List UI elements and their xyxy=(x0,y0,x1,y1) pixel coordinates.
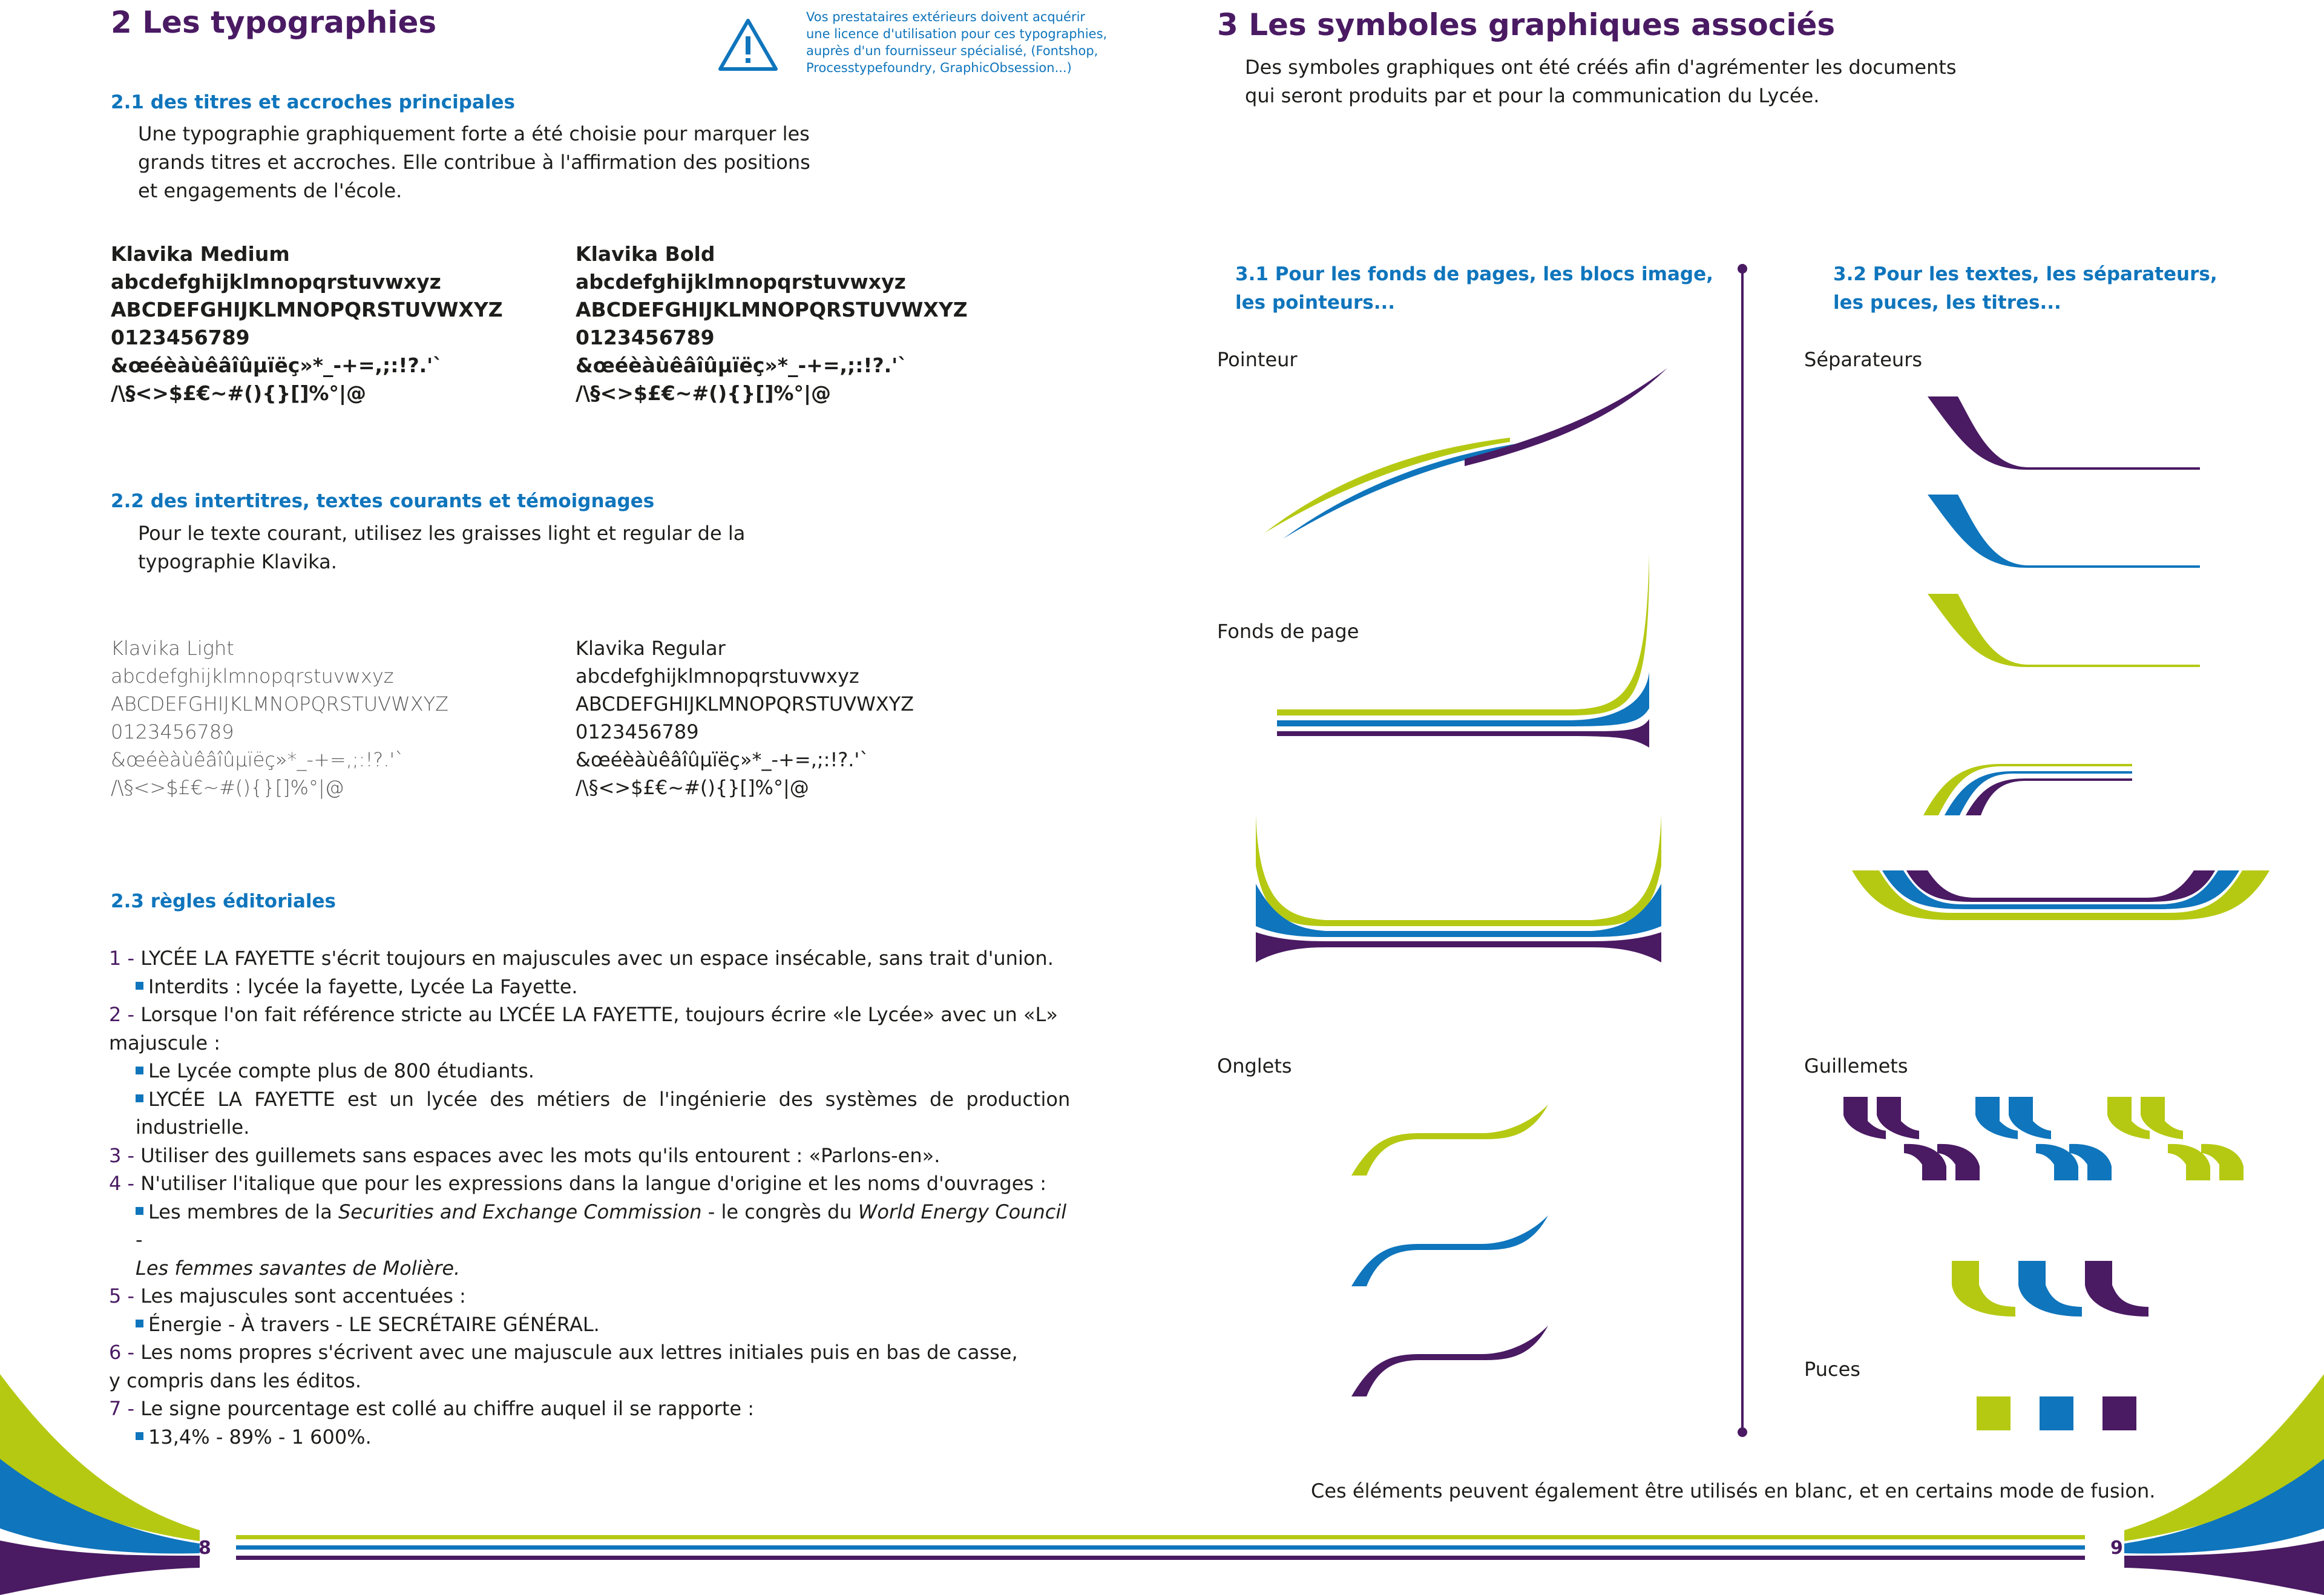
page-number-left: 8 xyxy=(199,1537,211,1559)
label-pointeur: Pointeur xyxy=(1217,348,1298,371)
heading-2-3: 2.3 règles éditoriales xyxy=(111,890,336,912)
rule-3: 3 - Utiliser des guillemets sans espaces avec les mots qu'ils entourent : «Parlons-en». xyxy=(109,1143,940,1167)
page-title-typographies: 2 Les typographies xyxy=(111,5,437,40)
rule-1: 1 - LYCÉE LA FAYETTE s'écrit toujours en majuscules avec un espace insécable, sans trait d'union. xyxy=(109,947,1054,970)
warning-triangle-icon xyxy=(718,18,778,73)
guillemets-blue xyxy=(1975,1097,2115,1182)
rule-5: 5 - Les majuscules sont accentuées : xyxy=(109,1284,466,1307)
page-title-symboles: 3 Les symboles graphiques associés xyxy=(1217,7,1836,42)
editorial-rules-list: 1 - LYCÉE LA FAYETTE s'écrit toujours en majuscules avec un espace insécable, sans trait d'union. Interdits : lycée la fayette, Lycée La Fayette. 2 - Lorsque l'on fait référence stricte au LYCÉE LA FAYETTE, toujours écrire «le Lycée» avec un «L» majuscule : Le Lycée compte plus de 800 étudiants. LYCÉE LA FAYETTE est un lycée des métiers de l'ingénierie des systèmes de production industrielle. 3 - Utiliser des guillemets sans espaces avec les mots qu'ils entourent : «Parlons-en». 4 - N'utiliser l'italique que pour les expressions dans la langue d'origine et les noms d'ouvrages : Les membres de la Securities and Exchange Commission - le congrès du World Energy Council - Les femmes savantes de Molière. 5 - Les majuscules sont accentuées : Énergie - À travers - LE SECRÉTAIRE GÉNÉRAL. 6 - Les noms propres s'écrivent avec une majuscule aux lettres initiales puis en bas de casse, y compris dans les éditos. 7 - Le signe pourcentage est collé au chiffre auquel il se rapporte : 13,4% - 89% - 1 600%. xyxy=(109,944,1077,1451)
heading-3-1: 3.1 Pour les fonds de pages, les blocs image, les pointeurs... xyxy=(1235,263,1713,314)
page-number-right: 9 xyxy=(2110,1537,2123,1559)
separateur-purple xyxy=(1925,393,2203,472)
label-guillemets: Guillemets xyxy=(1804,1054,1908,1077)
rule-2: 2 - Lorsque l'on fait référence stricte au LYCÉE LA FAYETTE, toujours écrire «le Lycée» avec un «L» xyxy=(109,1003,1058,1026)
puces-squares xyxy=(1977,1396,2146,1433)
paragraph-2-2: Pour le texte courant, utilisez les graisses light et regular de la typographie Klavika. xyxy=(138,522,746,573)
separateur-triple xyxy=(1923,758,2147,818)
label-separateurs: Séparateurs xyxy=(1804,348,1923,371)
separateur-blue xyxy=(1925,492,2203,570)
vertical-divider xyxy=(1736,263,1748,1437)
heading-3-2: 3.2 Pour les textes, les séparateurs, les puces, les titres... xyxy=(1833,263,2217,314)
onglet-green xyxy=(1348,1102,1554,1180)
guillemets-green xyxy=(2107,1097,2247,1182)
font-sample-klavika-medium: Klavika Medium abcdefghijklmnopqrstuvwxyz ABCDEFGHIJKLMNOPQRSTUVWXYZ 0123456789 &œéèàùêâîûµïëç»*_-+=,;:!?.'` /\§<>$£€~#(){}[]%°|@ xyxy=(111,242,503,405)
fonds-de-page-graphic-2 xyxy=(1253,811,1664,975)
label-puces: Puces xyxy=(1804,1358,1860,1381)
rule-7: 7 - Le signe pourcentage est collé au chiffre auquel il se rapporte : xyxy=(109,1397,755,1420)
label-fonds-de-page: Fonds de page xyxy=(1217,620,1359,643)
rule-4: 4 - N'utiliser l'italique que pour les expressions dans la langue d'origine et les noms d'ouvrages : xyxy=(109,1172,1046,1195)
font-sample-klavika-bold: Klavika Bold abcdefghijklmnopqrstuvwxyz ABCDEFGHIJKLMNOPQRSTUVWXYZ 0123456789 &œéèàùêâîûµïëç»*_-+=,;:!?.'` /\§<>$£€~#(){}[]%°|@ xyxy=(576,242,968,405)
guillemets-single-row xyxy=(1952,1261,2158,1321)
label-onglets: Onglets xyxy=(1217,1054,1292,1077)
pointeur-graphic xyxy=(1247,351,1670,545)
font-sample-klavika-light: Klavika Light abcdefghijklmnopqrstuvwxyz ABCDEFGHIJKLMNOPQRSTUVWXYZ 0123456789 &œéèàùêâîûµïëç»*_-+=,;:!?.'` /\§<>$£€~#(){}[]%°|@ xyxy=(111,637,449,799)
separateur-frame xyxy=(1849,864,2273,925)
footer-note: Ces éléments peuvent également être utilisés en blanc, et en certains mode de fusion. xyxy=(1311,1479,2156,1502)
heading-2-1: 2.1 des titres et accroches principales xyxy=(111,91,515,113)
intro-paragraph: Des symboles graphiques ont été créés afin d'agrémenter les documents qui seront produits par et pour la communication du Lycée. xyxy=(1245,56,1957,107)
separateur-green xyxy=(1925,591,2203,669)
paragraph-2-1: Une typographie graphiquement forte a été choisie pour marquer les grands titres et accroches. Elle contribue à l'affirmation des positions et engagements de l'école. xyxy=(138,122,810,202)
heading-2-2: 2.2 des intertitres, textes courants et témoignages xyxy=(111,490,655,512)
fonds-de-page-graphic-1 xyxy=(1271,551,1664,751)
font-sample-klavika-regular: Klavika Regular abcdefghijklmnopqrstuvwxyz ABCDEFGHIJKLMNOPQRSTUVWXYZ 0123456789 &œéèàùêâîûµïëç»*_-+=,;:!?.'` /\§<>$£€~#(){}[]%°|@ xyxy=(576,637,914,799)
onglet-blue xyxy=(1348,1212,1554,1291)
rule-6: 6 - Les noms propres s'écrivent avec une majuscule aux lettres initiales puis en bas de casse, xyxy=(109,1341,1018,1364)
guillemets-purple xyxy=(1843,1097,1983,1182)
onglet-purple xyxy=(1348,1323,1554,1401)
license-warning-text: Vos prestataires extérieurs doivent acquérir une licence d'utilisation pour ces typographies, auprès d'un fournisseur spécialisé, (Fontshop, Processtypefoundry, GraphicObsession...) xyxy=(806,10,1108,75)
